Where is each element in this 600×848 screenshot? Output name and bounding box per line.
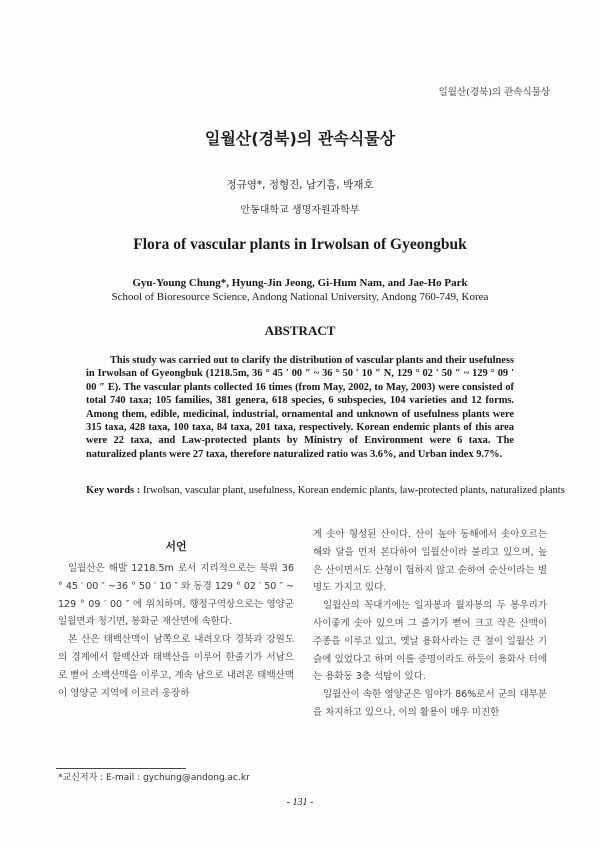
- paragraph: 일월산의 꼭대기에는 일자봉과 월자봉의 두 봉우리가 사이좋게 솟아 있으며 그 줄기가 뻗어 크고 작은 산맥이 주종을 이루고 있고, 옛날 용화사라는 큰 절이 일월산 기슭에 있었다고 하며 이를 증명이라도 하듯이 용화사 터에는 용화동 3층 석탑이 있다.: [313, 600, 547, 683]
- paragraph: 게 솟아 형성된 산이다. 산이 높아 동해에서 솟아오르는 해와 달을 먼저 본다하여 일월산이라 불리고 있으며, 높은 산이면서도 산형이 험하지 않고 순하여 순산이라는 별명도 가지고 있다.: [313, 529, 547, 594]
- english-affiliation: School of Bioresource Science, Andong National University, Andong 760-749, Korea: [111, 291, 489, 303]
- paragraph: 일월산이 속한 영양군은 임야가 86%로서 군의 대부분을 차지하고 있으나, 이의 활용이 매우 미진한: [313, 689, 547, 718]
- paragraph: 일월산은 해발 1218.5m 로서 지리적으로는 북위 36 ° 45 ′ 00 ″ ~36 ° 50 ′ 10 ″ 와 동경 129 ° 02 ′ 50 ″ ~ 129 ° 09 ′ 00 ″ 에 위치하며, 행정구역상으로는 영양군 일월면과 청기면, 봉화군 재산면에 속한다.: [58, 563, 294, 628]
- footnote: *교신저자 : E-mail : gychung@andong.ac.kr: [58, 773, 250, 783]
- korean-affiliation: 안동대학교 생명자원과학부: [240, 205, 360, 216]
- korean-authors: 정규영*, 정형진, 남기흠, 박재호: [226, 179, 374, 191]
- section-heading-introduction: 서언: [165, 540, 187, 553]
- right-column: [313, 526, 547, 722]
- footnote-rule: [56, 768, 186, 769]
- left-column: [58, 560, 294, 702]
- running-head: 일월산(경북)의 관속식물상: [438, 87, 550, 98]
- keywords: [86, 484, 582, 498]
- english-authors: Gyu-Young Chung*, Hyung-Jin Jeong, Gi-Hum Nam, and Jae-Ho Park: [132, 277, 468, 289]
- english-title: Flora of vascular plants in Irwolsan of Gyeongbuk: [133, 236, 467, 253]
- korean-title: 일월산(경북)의 관속식물상: [204, 129, 396, 148]
- keywords-text: Irwolsan, vascular plant, usefulness, Korean endemic plants, law-protected plants, naturalized plants: [142, 485, 565, 496]
- paragraph: 본 산은 태백산맥이 남쪽으로 내려오다 경북과 강원도의 경계에서 함백산과 태백산을 이루어 한줄기가 서남으로 뻗어 소백산맥을 이루고, 계속 남으로 내려온 태백산맥이 영양군 지역에 이르러 웅장하: [58, 634, 294, 699]
- abstract-heading: ABSTRACT: [264, 323, 336, 338]
- page-number: - 131 -: [286, 797, 314, 808]
- abstract-text: This study was carried out to clarify the distribution of vascular plants and their usefulness in Irwolsan of Gyeongbuk (1218.5m, 36 ° 45 ′ 00 ″ ~ 36 ° 50 ′ 10 ″ N, 129 ° 02 ′ 50 ″ ~ 129 ° 09 ′ 00 ″ E). The vascular plants collected 16 times (from May, 2002, to May, 2003) were consisted of total 740 taxa; 105 families, 381 genera, 618 species, 6 subspecies, 104 varieties and 12 forms. Among them, edible, medicinal, industrial, ornamental and unknown of usefulness plants were 315 taxa, 428 taxa, 100 taxa, 84 taxa, 201 taxa, respectively. Korean endemic plants of this area were 22 taxa, and Law-protected plants by Ministry of Environment were 6 taxa. The naturalized plants were 27 taxa, therefore naturalized ratio was 3.6%, and Urban index 9.7%.: [86, 355, 514, 460]
- keywords-label: Key words :: [86, 485, 141, 496]
